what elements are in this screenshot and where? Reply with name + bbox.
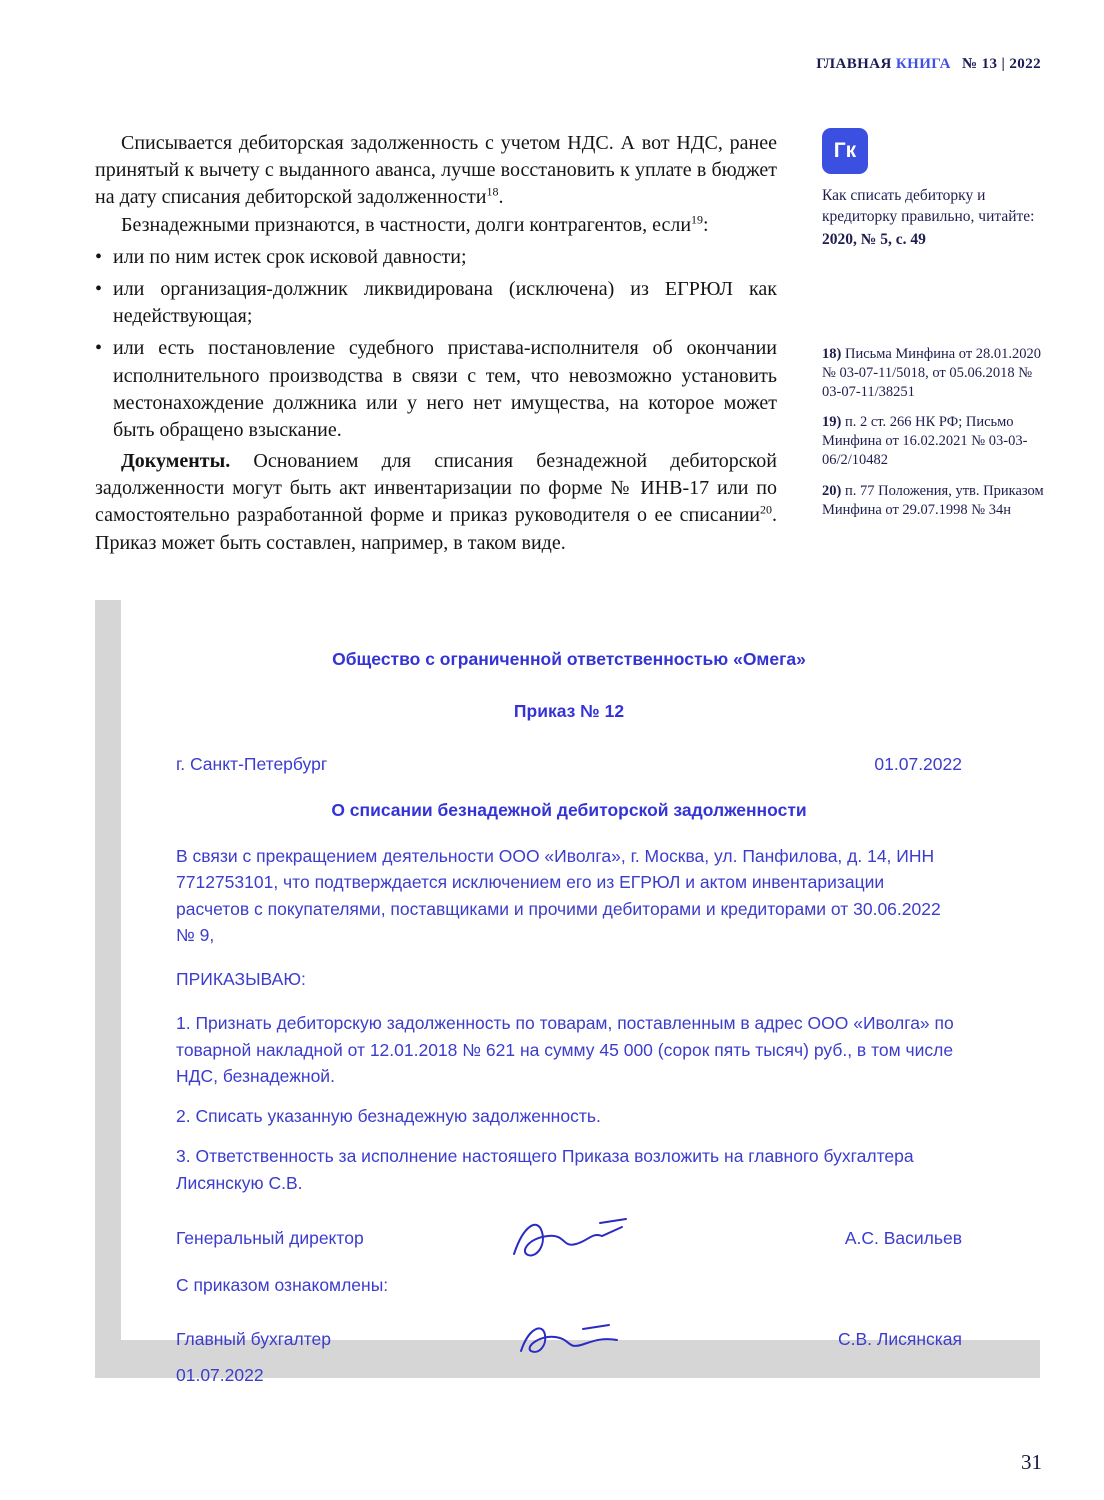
footnote-number: 19) (822, 414, 842, 431)
accountant-role: Главный бухгалтер (176, 1328, 331, 1349)
bullet-text: или есть постановление судебного пристава-исполнителя об окончании исполнительного производства в связи с тем, что невозможно установить местонахождение должника или у него нет имущества, на которое может быть обращено взыскание. (113, 337, 777, 441)
article-column (95, 130, 777, 557)
sidebar-note: Как списать дебиторку и кредиторку правильно, читайте: (822, 187, 1035, 225)
paragraph-documents (95, 448, 777, 557)
run-in-heading: Документы. (121, 450, 231, 473)
document-item-3: 3. Ответственность за исполнение настоящего Приказа возложить на главного бухгалтера Лисянскую С.В. (176, 1146, 914, 1193)
paragraph-text: Основанием для списания безнадежной дебиторской задолженности могут быть акт инвентаризации по форме № ИНВ-17 или по самостоятельно разработанной форме и приказ руководителя о ее списании (95, 450, 777, 527)
document-city: г. Санкт-Петербург (176, 753, 328, 774)
paragraph-text: Безнадежными признаются, в частности, долги контрагентов, если (121, 213, 692, 236)
footnote-number: 20) (822, 482, 842, 499)
masthead (816, 56, 1041, 73)
paragraph-hopeless (95, 212, 777, 239)
list-item (95, 276, 777, 330)
accountant-name: С.В. Лисянская (837, 1328, 962, 1349)
bullet-text: или по ним истек срок исковой давности; (113, 245, 467, 268)
list-item (95, 335, 777, 444)
accountant-signature-icon (513, 1317, 625, 1361)
bullet-text: или организация-должник ликвидирована (исключена) из ЕГРЮЛ как недействующая; (113, 277, 777, 328)
document-date: 01.07.2022 (874, 753, 962, 774)
footnote-text: п. 2 ст. 266 НК РФ; Письмо Минфина от 16.02.2021 № 03-03-06/2/10482 (822, 414, 1028, 469)
document-intro: В связи с прекращением деятельности ООО «Иволга», г. Москва, ул. Панфилова, д. 14, ИНН 7712753101, что подтверждается исключением его из ЕГРЮЛ и актом инвентаризации расчетов с покупателями, поставщиками и прочими дебиторами и кредиторами от 30.06.2022 № 9, (176, 846, 941, 945)
brand-dark: ГЛАВНАЯ (816, 56, 892, 72)
footnote-ref-20: 20 (760, 502, 772, 517)
paragraph-tail: . (498, 186, 504, 209)
director-role: Генеральный директор (176, 1227, 364, 1248)
footnote-20 (822, 482, 1044, 520)
signature-date: 01.07.2022 (176, 1365, 264, 1385)
footnote-18 (822, 345, 1044, 402)
paragraph-text: Списывается дебиторская задолженность с учетом НДС. А вот НДС, ранее принятый к вычету с выданного аванса, лучше восстановить к уплате в бюджет на дату списания дебиторской задолженности (95, 132, 777, 209)
document-subject: О списании безнадежной дебиторской задолженности (331, 799, 807, 820)
bullet-list (95, 244, 777, 444)
footnote-text: п. 77 Положения, утв. Приказом Минфина от 29.07.1998 № 34н (822, 482, 1044, 518)
issue-number: № 13 | 2022 (961, 56, 1041, 72)
document-item-1: 1. Признать дебиторскую задолженность по товарам, поставленным в адрес ООО «Иволга» по товарной накладной от 12.01.2018 № 621 на сумму 45 000 (сорок пять тысяч) руб., в том числе НДС, безнадежной. (176, 1013, 954, 1086)
paragraph-tail: . Приказ может быть составлен, например, в таком виде. (95, 504, 777, 554)
document-shadow (95, 600, 1040, 1385)
footnote-ref-18: 18 (486, 184, 499, 199)
footnote-number: 18) (822, 345, 842, 362)
sidebar (822, 128, 1044, 531)
gk-magazine-icon: Гк (822, 128, 868, 174)
brand-light: КНИГА (895, 56, 951, 72)
footnote-text: Письма Минфина от 28.01.2020 № 03-07-11/5018, от 05.06.2018 № 03-07-11/38251 (822, 345, 1042, 401)
sidebar-reference: 2020, № 5, с. 49 (822, 230, 926, 248)
director-signature-row (176, 1214, 962, 1262)
director-signature-icon (504, 1214, 634, 1262)
footnote-19 (822, 413, 1044, 470)
document-item-2: 2. Списать указанную безнадежную задолженность. (176, 1106, 601, 1126)
page-number: 31 (1021, 1450, 1042, 1474)
document-company: Общество с ограниченной ответственностью «Омега» (332, 649, 806, 669)
paragraph-tail: : (703, 213, 709, 236)
list-item (95, 244, 777, 271)
document-title: Приказ № 12 (513, 701, 625, 722)
acknowledged-label: С приказом ознакомлены: (176, 1274, 389, 1295)
accountant-signature-row (176, 1316, 962, 1362)
director-name: А.С. Васильев (844, 1227, 962, 1248)
order-document (121, 600, 1040, 1385)
document-order-word: ПРИКАЗЫВАЮ: (176, 969, 306, 989)
paragraph-vat (95, 130, 777, 212)
footnote-ref-19: 19 (691, 211, 704, 226)
document-city-date-row (176, 751, 962, 777)
footnotes-block (822, 345, 1044, 520)
